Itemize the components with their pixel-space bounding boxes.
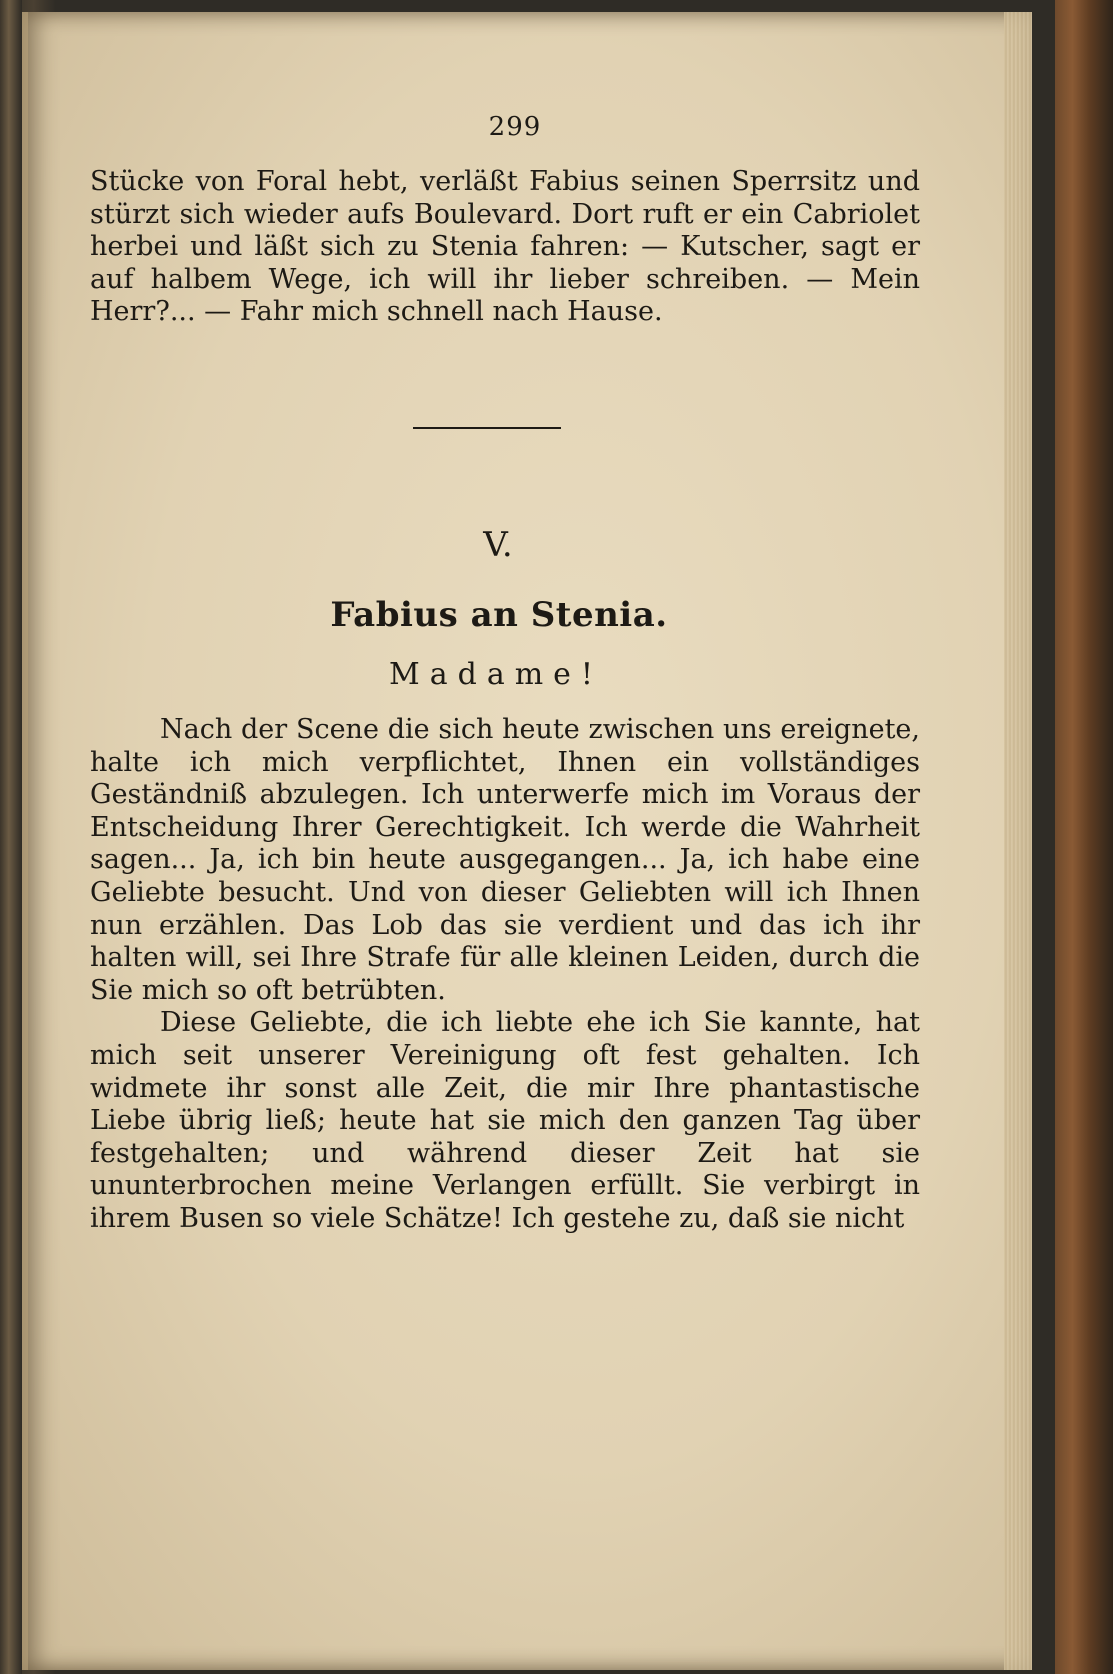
continuation-paragraph: Stücke von Foral hebt, verläßt Fabius seinen Sperrsitz und stürzt sich wieder aufs Boulevard. Dort ruft er ein Cabriolet herbei und läßt sich zu Stenia fahren: — Kutscher, sagt er auf halbem Wege, ich will ihr lieber schreiben. — Mein Herr?... — Fahr mich schnell nach Hause.	[90, 166, 920, 328]
letter-salutation: Madame!	[389, 656, 603, 692]
section-divider-rule	[413, 427, 561, 429]
chapter-number: V.	[483, 524, 513, 565]
page-number: 299	[488, 112, 542, 142]
right-cover-leather	[1055, 0, 1113, 1674]
page-content	[90, 112, 920, 1235]
chapter-title: Fabius an Stenia.	[330, 594, 668, 635]
letter-paragraph-1: Nach der Scene die sich heute zwischen uns ereignete, halte ich mich verpflichtet, Ihnen ein vollständiges Geständniß abzulegen. Ich unterwerfe mich im Voraus der Entscheidung Ihrer Gerechtigkeit. Ich werde die Wahrheit sagen... Ja, ich bin heute ausgegangen... Ja, ich habe eine Geliebte besucht. Und von dieser Geliebten will ich Ihnen nun erzählen. Das Lob das sie verdient und das ich ihr halten will, sei Ihre Strafe für alle kleinen Leiden, durch die Sie mich so oft betrübten.	[90, 713, 920, 1006]
book-page	[22, 12, 1032, 1670]
left-cover-board	[0, 0, 22, 1674]
page-gutter	[22, 12, 28, 1670]
letter-paragraph-2: Diese Geliebte, die ich liebte ehe ich Sie kannte, hat mich seit unserer Vereinigung oft fest gehalten. Ich widmete ihr sonst alle Zeit, die mir Ihre phantastische Liebe übrig ließ; heute hat sie mich den ganzen Tag über festgehalten; und während dieser Zeit hat sie ununterbrochen meine Verlangen erfüllt. Sie verbirgt in ihrem Busen so viele Schätze! Ich gestehe zu, daß sie nicht	[90, 1007, 920, 1234]
page-edges	[1004, 12, 1032, 1670]
